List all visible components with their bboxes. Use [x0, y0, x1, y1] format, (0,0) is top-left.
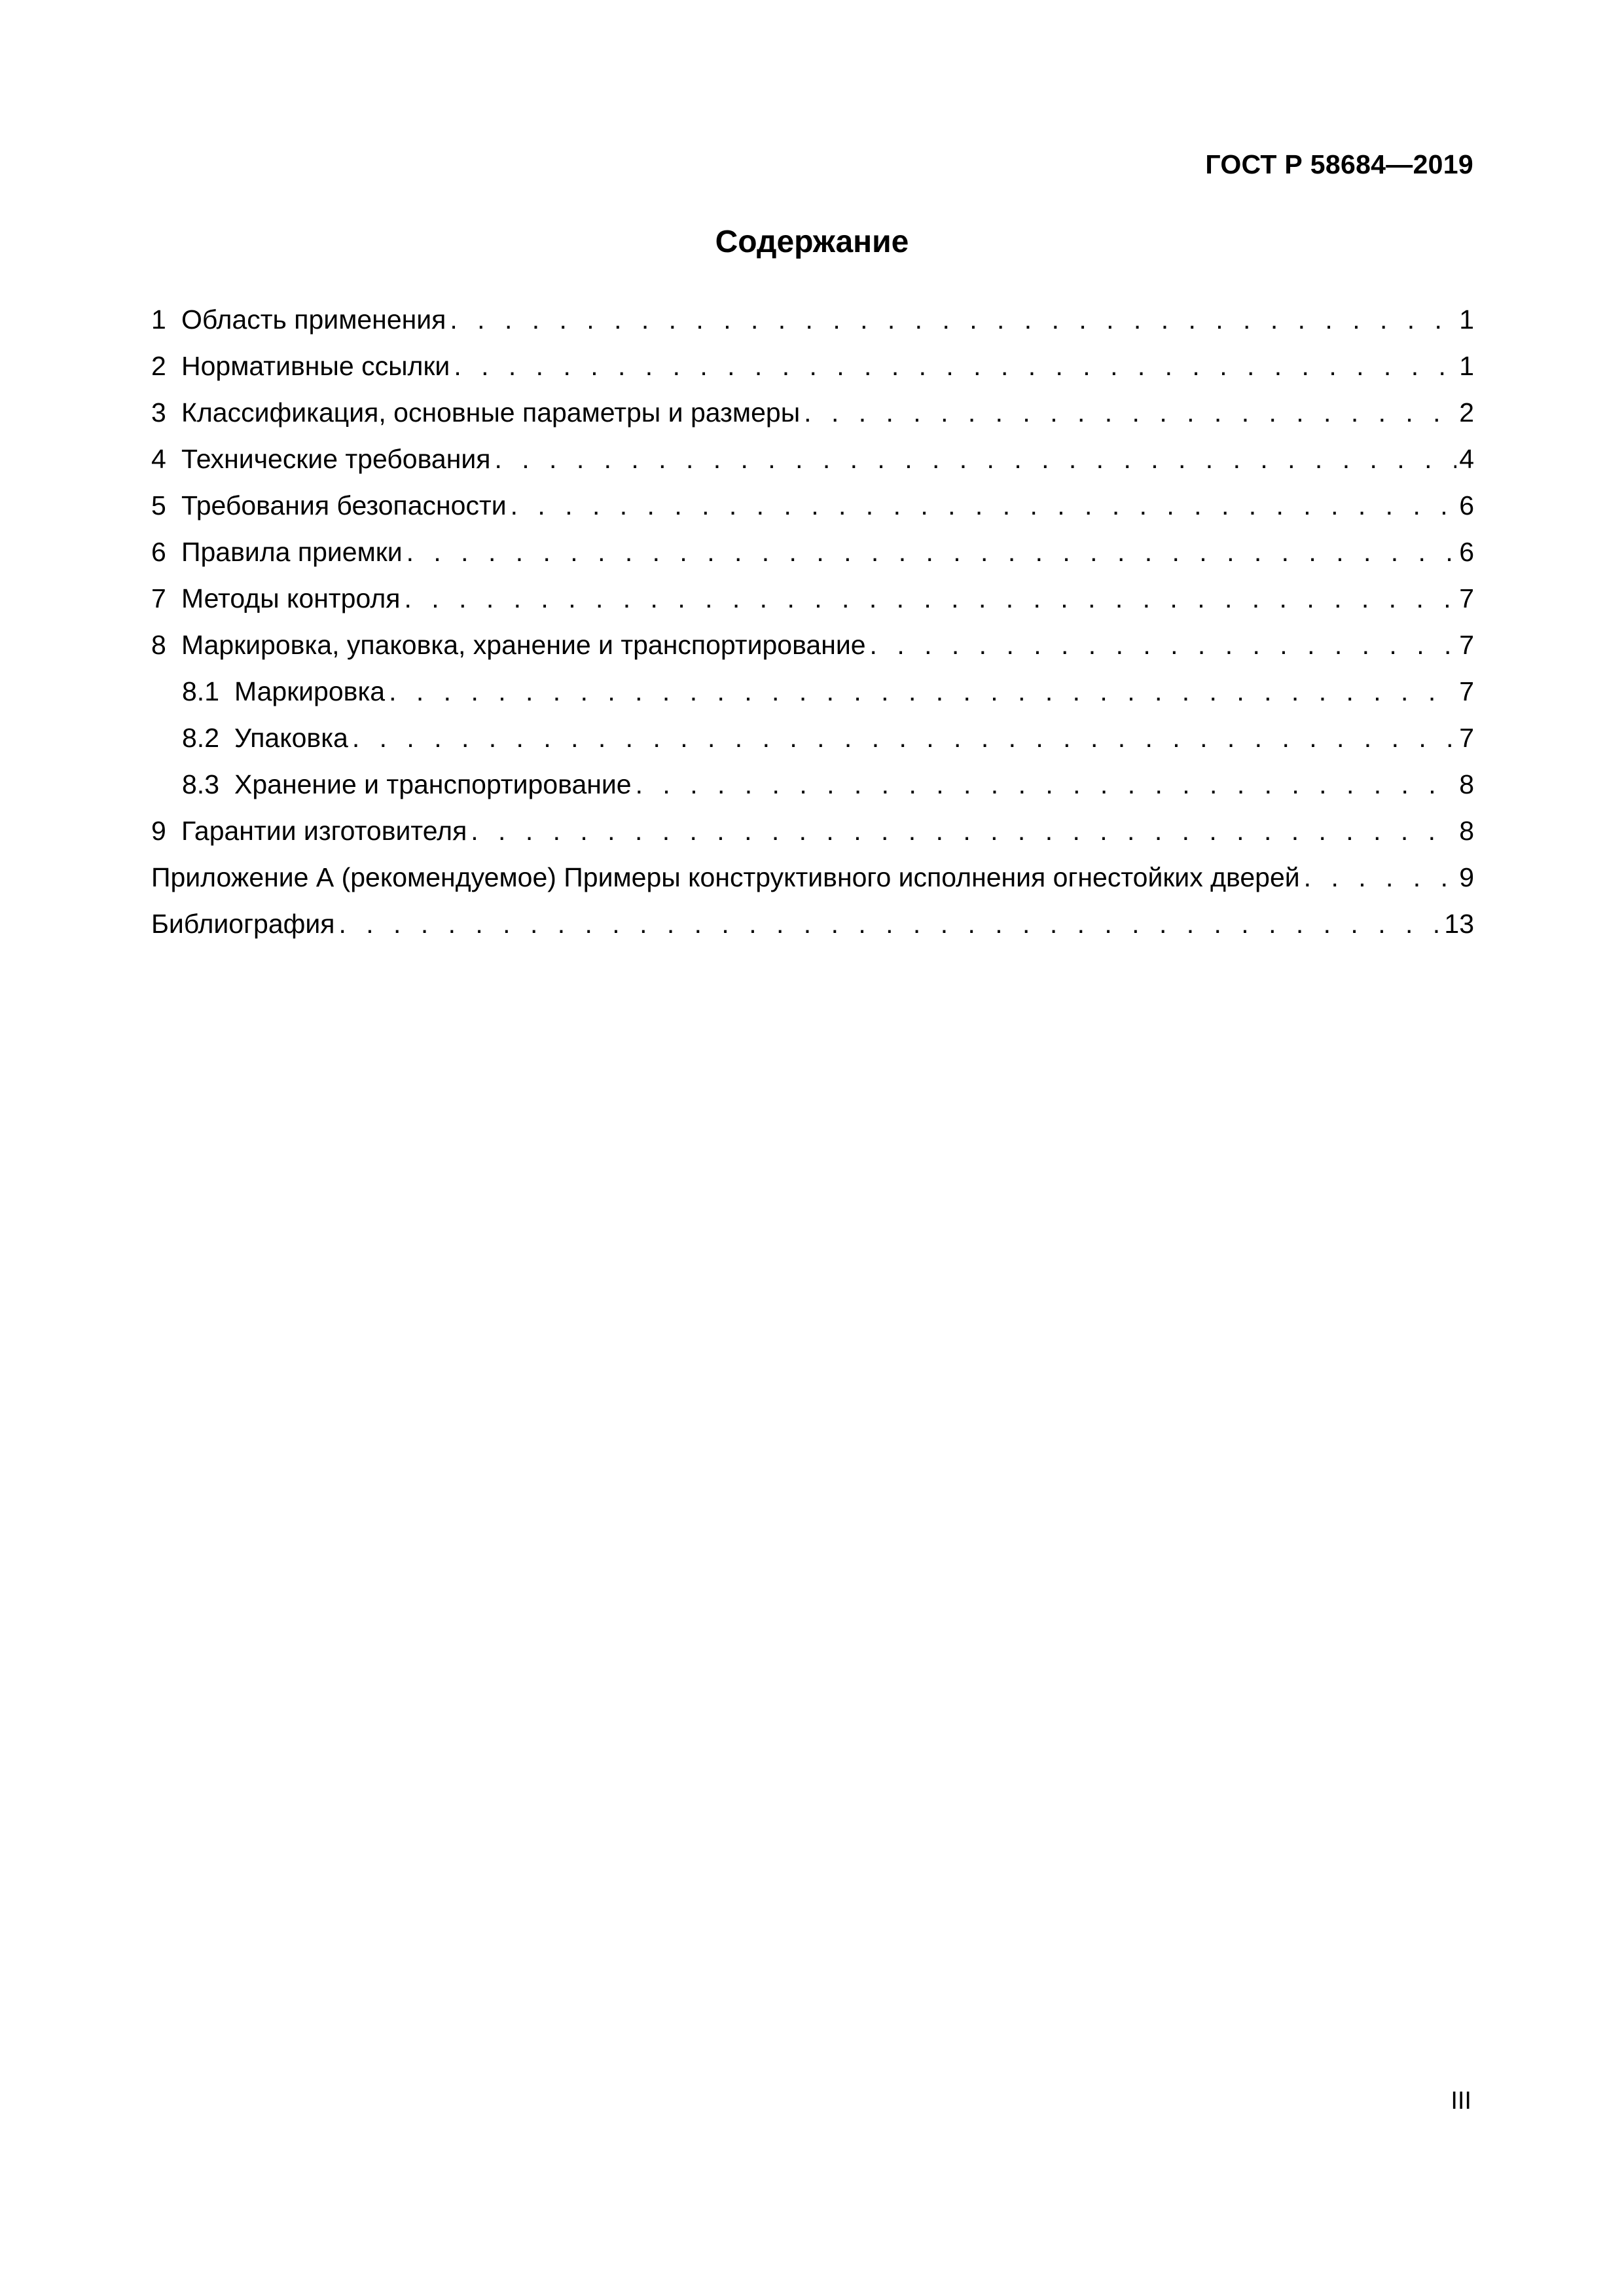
toc-entry-page: 8 — [1459, 769, 1474, 799]
toc-subentry[interactable] — [151, 715, 1474, 761]
toc-entry-label: Правила приемки — [181, 537, 403, 567]
toc-dot-leader — [1304, 854, 1457, 901]
toc-entry-number: 8.2 — [182, 723, 219, 753]
toc-subentry[interactable] — [151, 668, 1474, 715]
toc-entry-label: Область применения — [181, 304, 446, 335]
toc-entry-appendix[interactable] — [151, 854, 1474, 901]
toc-entry-label: Маркировка, упаковка, хранение и транспортирование — [181, 630, 866, 660]
toc-dot-leader — [471, 808, 1456, 854]
toc-dot-leader — [870, 622, 1457, 668]
toc-entry-page: 7 — [1459, 583, 1474, 613]
toc-entry-page: 6 — [1459, 537, 1474, 567]
toc-entry-label: Классификация, основные параметры и размеры — [181, 397, 801, 428]
toc-entry[interactable] — [151, 529, 1474, 575]
toc-entry-label: Хранение и транспортирование — [234, 769, 632, 799]
toc-entry-label: Гарантии изготовителя — [181, 816, 467, 846]
toc-entry-page: 6 — [1459, 490, 1474, 520]
toc-dot-leader — [389, 668, 1456, 715]
toc-entry-label: Маркировка — [234, 676, 386, 706]
toc-entry-number: 8 — [151, 630, 166, 660]
toc-dot-leader — [406, 529, 1457, 575]
toc-entry-number: 4 — [151, 444, 166, 474]
toc-title: Содержание — [715, 225, 909, 259]
toc-entry-page: 13 — [1444, 909, 1474, 939]
toc-entry[interactable] — [151, 483, 1474, 529]
toc-entry-label: Нормативные ссылки — [181, 351, 450, 381]
toc-entry[interactable] — [151, 622, 1474, 668]
toc-dot-leader — [450, 297, 1456, 343]
toc-entry-page: 7 — [1459, 630, 1474, 660]
toc-entry-number: 6 — [151, 537, 166, 567]
document-code: ГОСТ Р 58684—2019 — [1205, 149, 1473, 179]
toc-entry-label: Приложение А (рекомендуемое) Примеры конструктивного исполнения огнестойких дверей — [151, 862, 1300, 892]
toc-entry-label: Требования безопасности — [181, 490, 507, 520]
toc-dot-leader — [511, 483, 1457, 529]
table-of-contents — [151, 297, 1474, 947]
toc-entry-page: 8 — [1459, 816, 1474, 846]
toc-entry-page: 7 — [1459, 723, 1474, 753]
toc-dot-leader — [804, 390, 1456, 436]
toc-dot-leader — [454, 343, 1456, 390]
toc-entry-label: Технические требования — [181, 444, 491, 474]
toc-entry-page: 9 — [1459, 862, 1474, 892]
toc-entry[interactable] — [151, 343, 1474, 390]
toc-dot-leader — [338, 901, 1441, 947]
toc-entry-number: 7 — [151, 583, 166, 613]
toc-entry-number: 8.3 — [182, 769, 219, 799]
toc-entry-bibliography[interactable] — [151, 901, 1474, 947]
toc-entry-number: 3 — [151, 397, 166, 428]
page-number: III — [1451, 2087, 1471, 2115]
toc-dot-leader — [405, 575, 1457, 622]
toc-subentry[interactable] — [151, 761, 1474, 808]
toc-dot-leader — [352, 715, 1456, 761]
toc-entry-label: Библиография — [151, 909, 335, 939]
toc-entry[interactable] — [151, 575, 1474, 622]
toc-entry-number: 1 — [151, 304, 166, 335]
toc-entry[interactable] — [151, 808, 1474, 854]
toc-entry-label: Упаковка — [234, 723, 348, 753]
toc-entry-label: Методы контроля — [181, 583, 401, 613]
toc-entry-page: 1 — [1459, 351, 1474, 381]
toc-entry-number: 9 — [151, 816, 166, 846]
toc-entry-page: 7 — [1459, 676, 1474, 706]
toc-entry[interactable] — [151, 297, 1474, 343]
toc-entry-number: 2 — [151, 351, 166, 381]
toc-entry-page: 1 — [1459, 304, 1474, 335]
toc-dot-leader — [636, 761, 1457, 808]
toc-entry-number: 8.1 — [182, 676, 219, 706]
toc-entry-page: 4 — [1459, 444, 1474, 474]
toc-entry[interactable] — [151, 436, 1474, 483]
toc-entry[interactable] — [151, 390, 1474, 436]
toc-dot-leader — [494, 436, 1456, 483]
toc-entry-number: 5 — [151, 490, 166, 520]
toc-entry-page: 2 — [1459, 397, 1474, 428]
